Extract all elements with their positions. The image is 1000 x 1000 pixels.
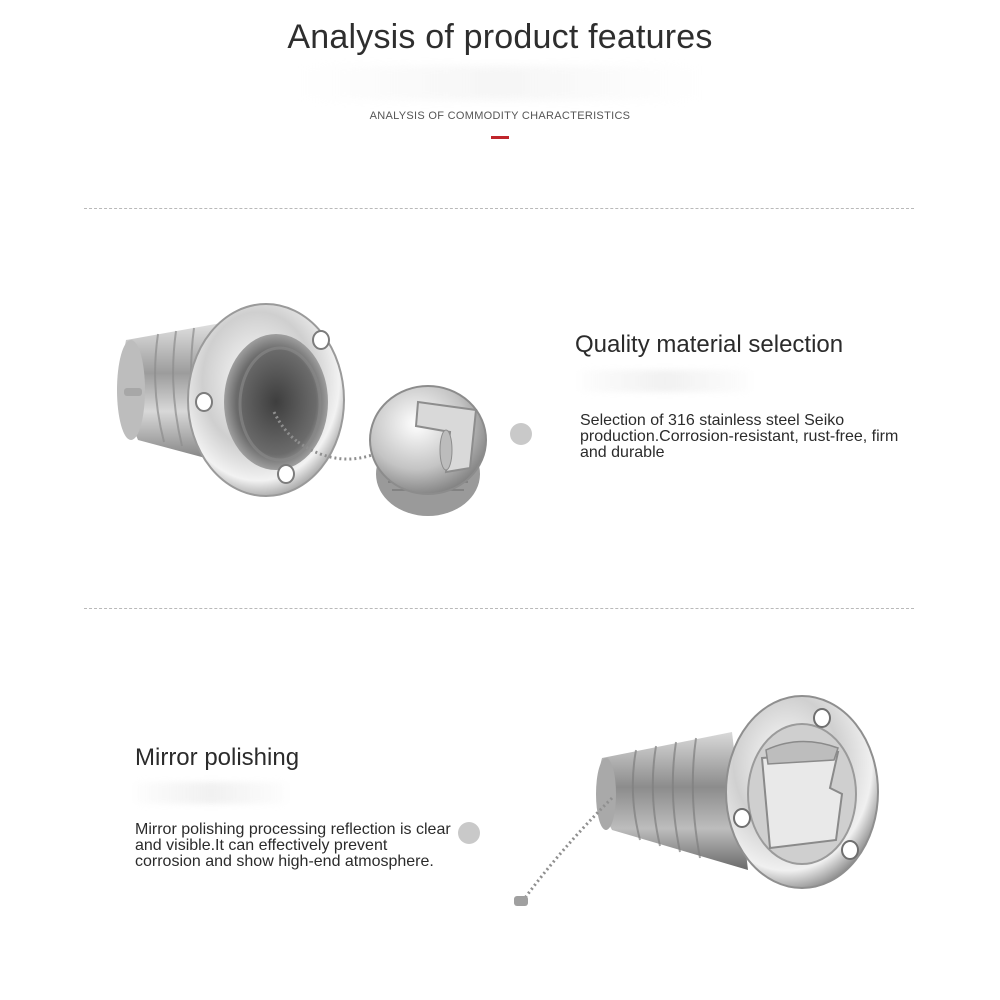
product-image-open — [98, 292, 518, 532]
title-reflection — [300, 66, 700, 100]
page-subtitle: ANALYSIS OF COMMODITY CHARACTERISTICS — [369, 110, 631, 122]
section-divider — [84, 608, 914, 609]
section-divider — [84, 208, 914, 209]
feature-description-material: Selection of 316 stainless steel Seiko production.Corrosion-resistant, rust-free, firm and durable — [580, 412, 899, 461]
accent-bar — [491, 136, 509, 139]
product-image-closed — [500, 690, 890, 920]
feature-title-material: Quality material selection — [575, 331, 844, 358]
page-title: Analysis of product features — [287, 18, 713, 56]
bullet-dot — [510, 423, 532, 445]
feature-title-reflection — [136, 782, 286, 804]
feature-description-polishing: Mirror polishing processing reflection is clear and visible.It can effectively prevent corrosion and show high-end atmosphere. — [135, 821, 451, 870]
deck-fill-closed-icon — [500, 690, 890, 920]
feature-title-polishing: Mirror polishing — [135, 744, 300, 771]
feature-title-reflection — [580, 370, 750, 392]
deck-fill-cap-open-icon — [98, 292, 518, 532]
bullet-dot — [458, 822, 480, 844]
